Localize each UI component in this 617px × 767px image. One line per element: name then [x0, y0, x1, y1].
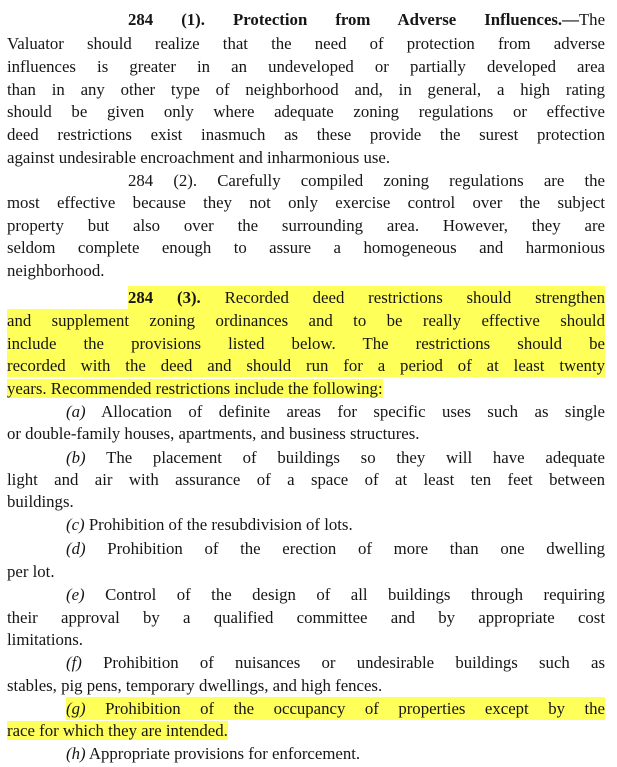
item-h-marker: (h) — [66, 744, 86, 763]
item-g-marker: (g) — [66, 699, 86, 718]
section-2-line-1: most effective because they not only exercise control over the subject — [7, 193, 605, 212]
section-3-heading-line — [128, 286, 605, 309]
section-1-heading-line — [128, 8, 605, 31]
item-e-marker: (e) — [66, 585, 85, 604]
item-h-line-0: (h) Appropriate provisions for enforcement. — [66, 744, 361, 763]
section-2-line-0: 284 (2). Carefully compiled zoning regulations are the — [128, 171, 605, 190]
item-g-line-1-wrap — [7, 719, 228, 742]
section-3-line-1: and supplement zoning ordinances and to be really effective should — [7, 311, 605, 330]
item-c-marker: (c) — [66, 515, 85, 534]
item-c-line-0: (c) Prohibition of the resubdivision of lots. — [66, 515, 353, 534]
section-1-line-2: influences is greater in an undeveloped or partially developed area — [7, 57, 605, 76]
item-g-line-1: race for which they are intended. — [7, 721, 228, 740]
section-3-line-4: years. Recommended restrictions include the following: — [7, 379, 383, 398]
item-a-line-0: (a) Allocation of definite areas for specific uses such as single — [66, 402, 605, 421]
section-3-line-0: Recorded deed restrictions should strengthen — [224, 288, 605, 307]
item-a-line-1: or double-family houses, apartments, and business structures. — [7, 424, 420, 443]
item-b-marker: (b) — [66, 448, 86, 467]
item-f-line-1: stables, pig pens, temporary dwellings, and high fences. — [7, 676, 383, 695]
section-3-line-2: include the provisions listed below. The restrictions should be — [7, 334, 605, 353]
item-b-line-0: (b) The placement of buildings so they will have adequate — [66, 448, 605, 467]
item-d-marker: (d) — [66, 539, 86, 558]
item-a-marker: (a) — [66, 402, 86, 421]
item-e-line-2: limitations. — [7, 630, 83, 649]
item-f-marker: (f) — [66, 653, 82, 672]
section-3-line-3: recorded with the deed and should run for a period of at least twenty — [7, 356, 605, 375]
section-2-line-4: neighborhood. — [7, 261, 105, 280]
item-d-line-1: per lot. — [7, 562, 55, 581]
section-1-line-4: should be given only where adequate zoning regulations or effective — [7, 102, 605, 121]
section-1-line-6: against undesirable encroachment and inharmonious use. — [7, 148, 391, 167]
item-g-line-0: (g) Prohibition of the occupancy of properties except by the — [66, 699, 605, 718]
section-3-line-4-wrap — [7, 377, 383, 400]
section-2-line-3: seldom complete enough to assure a homogeneous and harmonious — [7, 238, 605, 257]
section-3-number: 284 (3). — [128, 288, 201, 307]
item-b-line-2: buildings. — [7, 492, 74, 511]
section-1-line-3: than in any other type of neighborhood and, in general, a high rating — [7, 80, 605, 99]
section-1-line-1: Valuator should realize that the need of protection from adverse — [7, 34, 605, 53]
item-e-line-0: (e) Control of the design of all buildings through requiring — [66, 585, 605, 604]
item-f-line-0: (f) Prohibition of nuisances or undesirable buildings such as — [66, 653, 605, 672]
item-d-line-0: (d) Prohibition of the erection of more than one dwelling — [66, 539, 605, 558]
section-2-line-2: property but also over the surrounding area. However, they are — [7, 216, 605, 235]
item-e-line-1: their approval by a qualified committee and by appropriate cost — [7, 608, 605, 627]
section-1-line-5: deed restrictions exist inasmuch as these provide the surest protection — [7, 125, 605, 144]
section-1-number: 284 (1). — [128, 10, 205, 29]
section-1-title: Protection from Adverse Influences.— — [233, 10, 579, 29]
item-b-line-1: light and air with assurance of a space of at least ten feet between — [7, 470, 605, 489]
section-1-line-0: The — [578, 10, 605, 29]
